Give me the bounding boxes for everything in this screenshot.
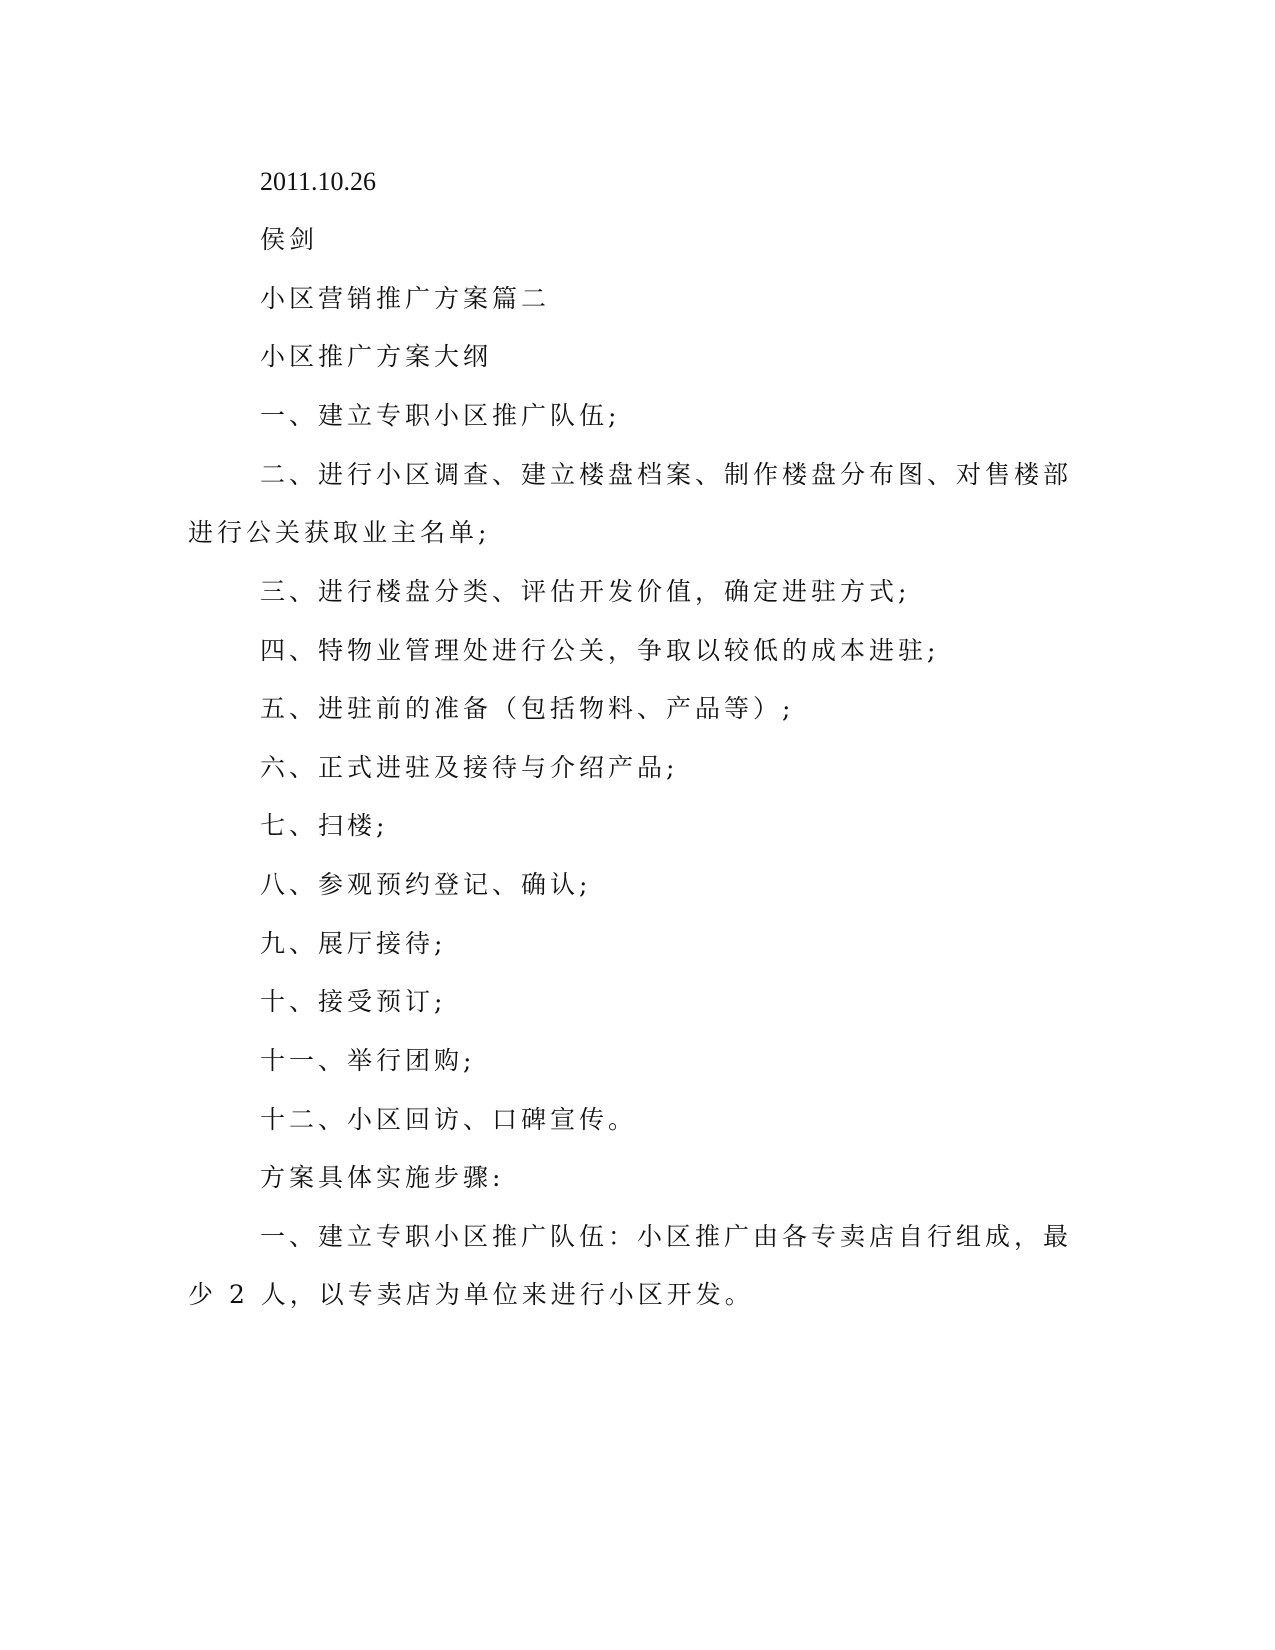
outline-item-6: 六、正式进驻及接待与介绍产品; (260, 753, 679, 782)
outline-item-4: 四、特物业管理处进行公关，争取以较低的成本进驻; (260, 636, 940, 665)
steps-paragraph-line-1: 一、建立专职小区推广队伍：小区推广由各专卖店自行组成，最 (260, 1222, 1073, 1251)
outline-item-11: 十一、举行团购; (260, 1046, 476, 1075)
outline-item-8: 八、参观预约登记、确认; (260, 870, 592, 899)
document-author: 侯剑 (260, 225, 319, 254)
steps-title: 方案具体实施步骤: (260, 1163, 505, 1192)
outline-item-2: 二、进行小区调查、建立楼盘档案、制作楼盘分布图、对售楼部 (260, 460, 1073, 489)
outline-item-7: 七、扫楼; (260, 811, 389, 840)
section-title: 小区营销推广方案篇二 (260, 284, 551, 313)
outline-item-3: 三、进行楼盘分类、评估开发价值，确定进驻方式; (260, 577, 911, 606)
outline-item-1: 一、建立专职小区推广队伍; (260, 401, 621, 430)
outline-item-12: 十二、小区回访、口碑宣传。 (260, 1105, 638, 1134)
outline-item-10: 十、接受预订; (260, 987, 447, 1016)
outline-item-9: 九、展厅接待; (260, 929, 447, 958)
steps-paragraph-line-2: 少 2 人，以专卖店为单位来进行小区开发。 (188, 1280, 754, 1309)
document-date: 2011.10.26 (260, 167, 377, 196)
outline-item-2-continued: 进行公关获取业主名单; (188, 518, 491, 547)
outline-title: 小区推广方案大纲 (260, 342, 493, 371)
outline-item-5: 五、进驻前的准备（包括物料、产品等）; (260, 694, 795, 723)
